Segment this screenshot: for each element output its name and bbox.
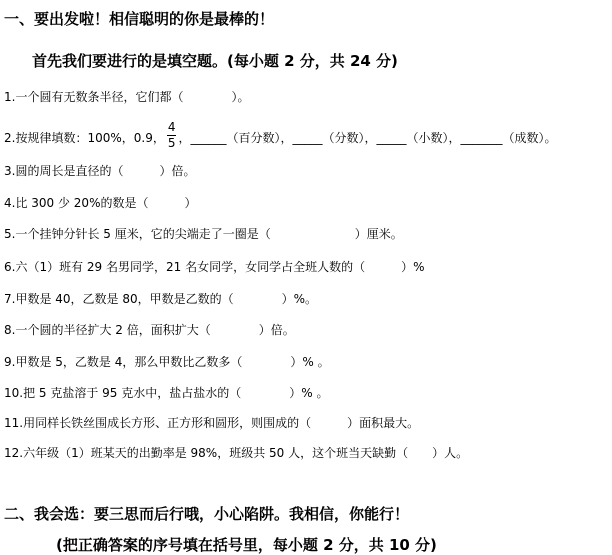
question-7: 7.甲数是 40，乙数是 80，甲数是乙数的（ ）%。 xyxy=(4,292,318,306)
section-two-heading: 二、我会选：要三思而后行哦，小心陷阱。我相信，你能行！ xyxy=(4,505,410,523)
fraction-four-fifths xyxy=(167,120,177,151)
fraction-denominator: 5 xyxy=(167,136,176,150)
fraction-numerator: 4 xyxy=(167,120,176,134)
question-10: 10.把 5 克盐溶于 95 克水中，盐占盐水的（ ）% 。 xyxy=(4,386,329,400)
question-12: 12.六年级（1）班某天的出勤率是 98%，班级共 50 人，这个班当天缺勤（ ）人。 xyxy=(4,446,469,460)
section-one-instructions: 首先我们要进行的是填空题。(每小题 2 分，共 24 分) xyxy=(32,52,398,70)
question-2 xyxy=(4,120,557,154)
section-two-instructions: (把正确答案的序号填在括号里，每小题 2 分，共 10 分) xyxy=(56,536,437,554)
question-2-prefix: 2.按规律填数：100%，0.9， xyxy=(4,131,165,145)
question-3: 3.圆的周长是直径的（ ）倍。 xyxy=(4,164,196,178)
question-2-suffix: ，______（百分数），_____（分数），_____（小数），_______（成数）。 xyxy=(178,131,557,145)
question-8: 8.一个圆的半径扩大 2 倍，面积扩大（ ）倍。 xyxy=(4,323,295,337)
question-6: 6.六（1）班有 29 名男同学，21 名女同学，女同学占全班人数的（ ）% xyxy=(4,260,425,274)
question-5: 5.一个挂钟分针长 5 厘米，它的尖端走了一圈是（ ）厘米。 xyxy=(4,227,403,241)
section-one-heading: 一、要出发啦！相信聪明的你是最棒的！ xyxy=(4,10,275,28)
question-9: 9.甲数是 5，乙数是 4，那么甲数比乙数多（ ）% 。 xyxy=(4,355,330,369)
question-1: 1.一个圆有无数条半径，它们都（ ）。 xyxy=(4,90,250,104)
question-4: 4.比 300 少 20%的数是（ ） xyxy=(4,196,197,210)
question-11: 11.用同样长铁丝围成长方形、正方形和圆形，则围成的（ ）面积最大。 xyxy=(4,416,420,430)
